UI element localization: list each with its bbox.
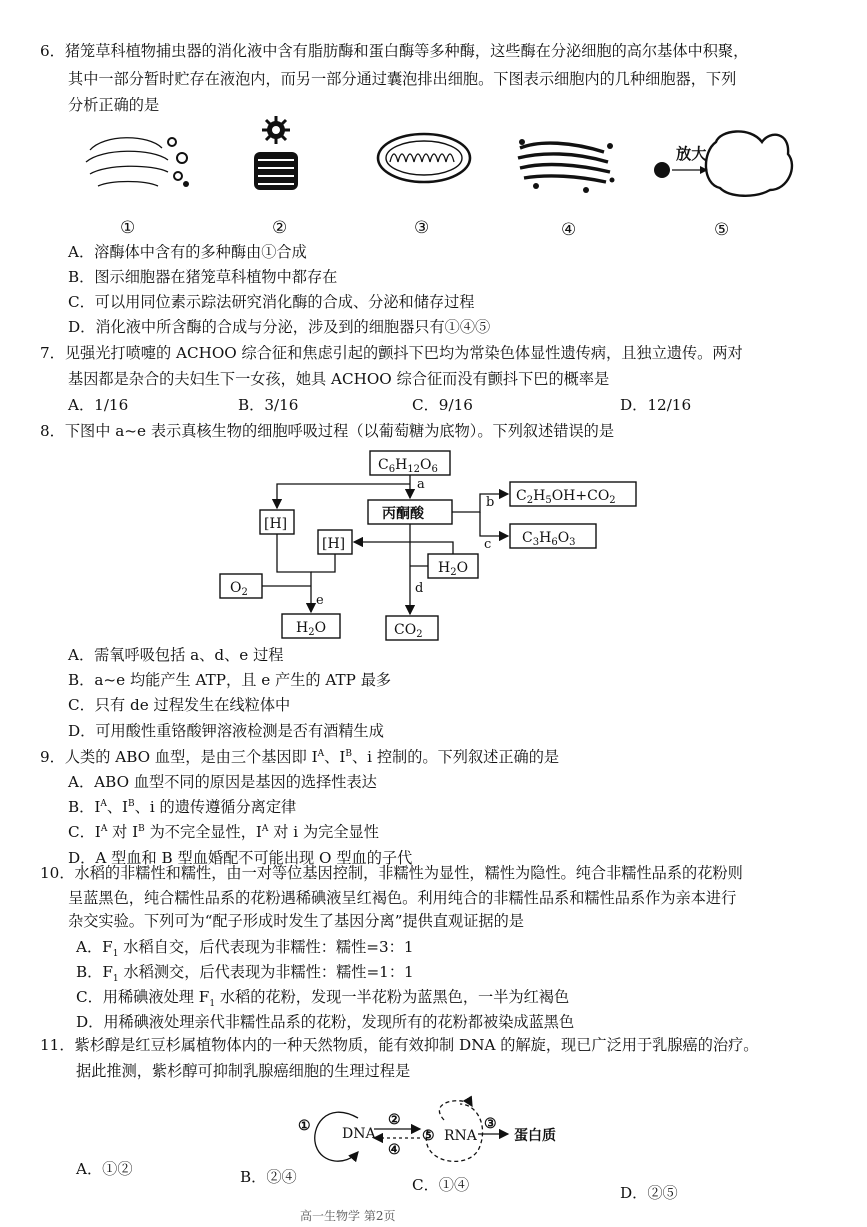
h2-label: [H] bbox=[322, 536, 346, 552]
q6-stem-line-2: 其中一部分暂时贮存在液泡内，而另一部分通过囊泡排出细胞。下图表示细胞内的几种细胞器，下列 bbox=[68, 70, 737, 88]
q9-option-a[interactable]: A．ABO 血型不同的原因是基因的选择性表达 bbox=[68, 773, 377, 791]
figure-label-1: ① bbox=[120, 218, 136, 238]
dogma-node-2: ② bbox=[388, 1112, 401, 1128]
dogma-node-4: ④ bbox=[388, 1142, 401, 1158]
q7-option-d[interactable]: D．12/16 bbox=[620, 396, 692, 414]
q10-option-d[interactable]: D．用稀碘液处理亲代非糯性品系的花粉，发现所有的花粉都被染成蓝黑色 bbox=[76, 1013, 575, 1031]
q10-stem-line-1: 10．水稻的非糯性和糯性，由一对等位基因控制，非糯性为显性，糯性为隐性。纯合非糯性品系的花粉则 bbox=[40, 864, 743, 882]
h1-label: [H] bbox=[264, 516, 288, 532]
organelle-1-er-golgi bbox=[82, 128, 192, 198]
glucose-label: $C_6H_{12}O_6$ bbox=[378, 457, 438, 475]
q6-stem-line-1: 6．猪笼草科植物捕虫器的消化液中含有脂肪酶和蛋白酶等多种酶，这些酶在分泌细胞的高尔基体中积聚， bbox=[40, 42, 749, 60]
q6-option-d[interactable]: D．消化液中所含酶的合成与分泌，涉及到的细胞器只有①④⑤ bbox=[68, 318, 491, 336]
dogma-node-3: ③ bbox=[484, 1116, 497, 1132]
q8-option-b[interactable]: B．a~e 均能产生 ATP，且 e 产生的 ATP 最多 bbox=[68, 671, 392, 689]
respiration-diagram bbox=[210, 448, 660, 644]
q11-option-a[interactable]: A．①② bbox=[76, 1160, 133, 1178]
o2-label: $O_2$ bbox=[230, 580, 248, 598]
process-letter-d: d bbox=[415, 581, 424, 596]
q10-option-b[interactable]: B．$F_1$ 水稻测交，后代表现为非糯性：糯性=1：1 bbox=[76, 963, 414, 985]
central-dogma-diagram bbox=[296, 1094, 586, 1174]
process-letter-c: c bbox=[484, 537, 492, 552]
pyruvate-label: 丙酮酸 bbox=[382, 506, 424, 522]
q11-option-b[interactable]: B．②④ bbox=[240, 1168, 297, 1186]
q6-stem-line-3: 分析正确的是 bbox=[68, 96, 160, 114]
organelle-5-vesicle-zoom bbox=[650, 124, 800, 204]
dogma-protein: 蛋白质 bbox=[514, 1128, 556, 1144]
figure-label-3: ③ bbox=[414, 218, 430, 238]
q11-stem-line-1: 11．紫杉醇是红豆杉属植物体内的一种天然物质，能有效抑制 DNA 的解旋，现已广泛用于乳腺癌的治疗。 bbox=[40, 1036, 759, 1054]
q6-option-c[interactable]: C．可以用同位素示踪法研究消化酶的合成、分泌和储存过程 bbox=[68, 293, 475, 311]
zoom-label: 放大 bbox=[676, 145, 707, 163]
water-in-label: $H_2O$ bbox=[438, 560, 469, 578]
q9-option-b[interactable]: B．$I^A$、$I^B$、i 的遗传遵循分离定律 bbox=[68, 798, 297, 817]
process-letter-b: b bbox=[486, 495, 495, 510]
q9-option-d[interactable]: D．A 型血和 B 型血婚配不可能出现 O 型血的子代 bbox=[68, 849, 413, 867]
water-out-label: $H_2O$ bbox=[296, 620, 327, 638]
process-letter-a: a bbox=[417, 477, 425, 492]
dogma-rna: RNA bbox=[444, 1128, 477, 1144]
q7-option-b[interactable]: B．3/16 bbox=[238, 396, 299, 414]
organelle-3-mitochondrion bbox=[376, 130, 472, 190]
q8-option-a[interactable]: A．需氧呼吸包括 a、d、e 过程 bbox=[68, 646, 284, 664]
process-letter-e: e bbox=[316, 593, 324, 608]
q10-option-c[interactable]: C．用稀碘液处理 $F_1$ 水稻的花粉，发现一半花粉为蓝黑色，一半为红褐色 bbox=[76, 988, 570, 1010]
figure-label-5: ⑤ bbox=[714, 220, 730, 240]
q9-option-c[interactable]: C．$I^A$ 对 $I^B$ 为不完全显性，$I^A$ 对 i 为完全显性 bbox=[68, 823, 379, 842]
q7-stem-line-2: 基因都是杂合的夫妇生下一女孩，她具 ACHOO 综合征而没有颤抖下巴的概率是 bbox=[68, 370, 610, 388]
figure-label-2: ② bbox=[272, 218, 288, 238]
q11-option-c[interactable]: C．①④ bbox=[412, 1176, 470, 1194]
lactate-label: $C_3H_6O_3$ bbox=[522, 530, 576, 548]
q6-option-b[interactable]: B．图示细胞器在猪笼草科植物中都存在 bbox=[68, 268, 338, 286]
dogma-dna: DNA bbox=[342, 1126, 376, 1142]
q11-option-d[interactable]: D．②⑤ bbox=[620, 1184, 678, 1202]
q10-stem-line-2: 呈蓝黑色，纯合糯性品系的花粉遇稀碘液呈红褐色。利用纯合的非糯性品系和糯性品系作为亲本进行 bbox=[68, 889, 737, 907]
page-footer: 高一生物学 第2页 bbox=[300, 1209, 396, 1223]
organelle-4-golgi bbox=[516, 136, 616, 196]
q8-option-c[interactable]: C．只有 de 过程发生在线粒体中 bbox=[68, 696, 291, 714]
q8-option-d[interactable]: D．可用酸性重铬酸钾溶液检测是否有酒精生成 bbox=[68, 722, 384, 740]
q10-option-a[interactable]: A．$F_1$ 水稻自交，后代表现为非糯性：糯性=3：1 bbox=[76, 938, 414, 960]
q10-stem-line-3: 杂交实验。下列可为“配子形成时发生了基因分离”提供直观证据的是 bbox=[68, 912, 524, 930]
dogma-node-5: ⑤ bbox=[422, 1128, 435, 1144]
dogma-node-1: ① bbox=[298, 1118, 311, 1134]
q9-stem-line-1: 9．人类的 ABO 血型，是由三个基因即 $I^A$、$I^B$、i 控制的。下列叙述正确的是 bbox=[40, 748, 560, 767]
q7-option-c[interactable]: C．9/16 bbox=[412, 396, 473, 414]
q7-stem-line-1: 7．见强光打喷嚏的 ACHOO 综合征和焦虑引起的颤抖下巴均为常染色体显性遗传病，且独立遗传。两对 bbox=[40, 344, 743, 362]
ethanol-label: $C_2H_5OH+CO_2$ bbox=[516, 488, 616, 506]
q6-option-a[interactable]: A．溶酶体中含有的多种酶由①合成 bbox=[68, 243, 307, 261]
figure-label-4: ④ bbox=[561, 220, 577, 240]
q11-stem-line-2: 据此推测，紫杉醇可抑制乳腺癌细胞的生理过程是 bbox=[76, 1062, 411, 1080]
organelle-2-centrosome bbox=[248, 116, 308, 196]
q7-option-a[interactable]: A．1/16 bbox=[68, 396, 129, 414]
q8-stem-line-1: 8．下图中 a~e 表示真核生物的细胞呼吸过程（以葡萄糖为底物）。下列叙述错误的是 bbox=[40, 422, 615, 440]
co2-label: $CO_2$ bbox=[394, 622, 423, 640]
